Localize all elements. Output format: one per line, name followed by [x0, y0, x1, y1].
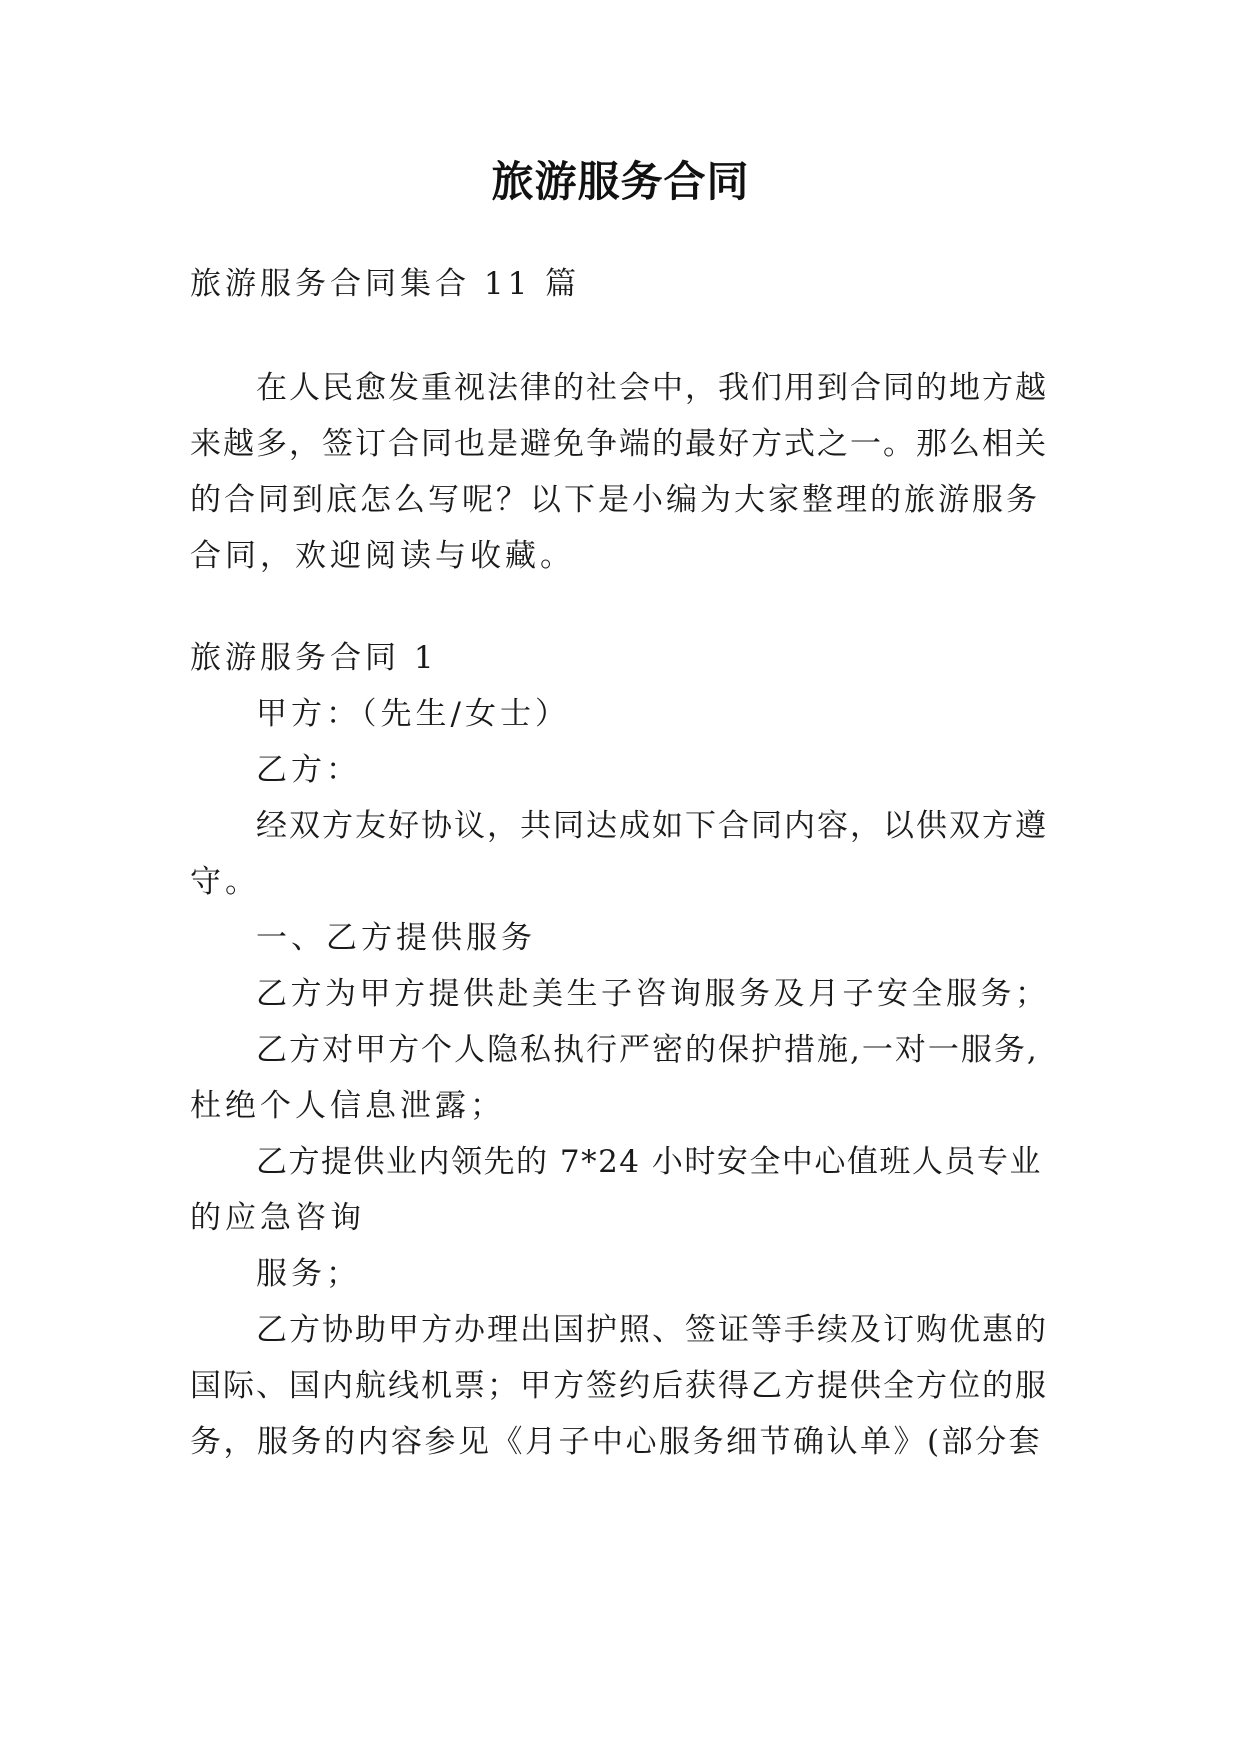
intro-line: 合同，欢迎阅读与收藏。 [190, 538, 575, 574]
body-line: 乙方为甲方提供赴美生子咨询服务及月子安全服务； [256, 976, 1050, 1012]
body-line: 国际、国内航线机票；甲方签约后获得乙方提供全方位的服 [190, 1368, 1048, 1404]
body-line: 乙方提供业内领先的 7*24 小时安全中心值班人员专业 [256, 1144, 1042, 1180]
body-line: 经双方友好协议，共同达成如下合同内容，以供双方遵 [256, 808, 1048, 844]
document-title: 旅游服务合同 [491, 157, 750, 206]
body-line: 务，服务的内容参见《月子中心服务细节确认单》(部分套 [190, 1424, 1043, 1460]
body-line: 杜绝个人信息泄露； [190, 1088, 505, 1124]
party-b-line: 乙方： [256, 752, 361, 788]
section-heading: 旅游服务合同 1 [190, 640, 438, 676]
intro-line: 的合同到底怎么写呢？以下是小编为大家整理的旅游服务 [190, 482, 1040, 518]
clause-heading: 一、乙方提供服务 [256, 920, 536, 956]
body-line: 乙方对甲方个人隐私执行严密的保护措施,一对一服务, [256, 1032, 1039, 1068]
document-subtitle: 旅游服务合同集合 11 篇 [190, 266, 581, 302]
party-a-line: 甲方：（先生/女士） [256, 696, 570, 732]
intro-line: 来越多，签订合同也是避免争端的最好方式之一。那么相关 [190, 426, 1048, 462]
body-line: 守。 [190, 864, 260, 900]
body-line: 乙方协助甲方办理出国护照、签证等手续及订购优惠的 [256, 1312, 1048, 1348]
body-line: 的应急咨询 [190, 1200, 365, 1236]
intro-line: 在人民愈发重视法律的社会中，我们用到合同的地方越 [256, 370, 1048, 406]
body-line: 服务； [256, 1256, 361, 1292]
